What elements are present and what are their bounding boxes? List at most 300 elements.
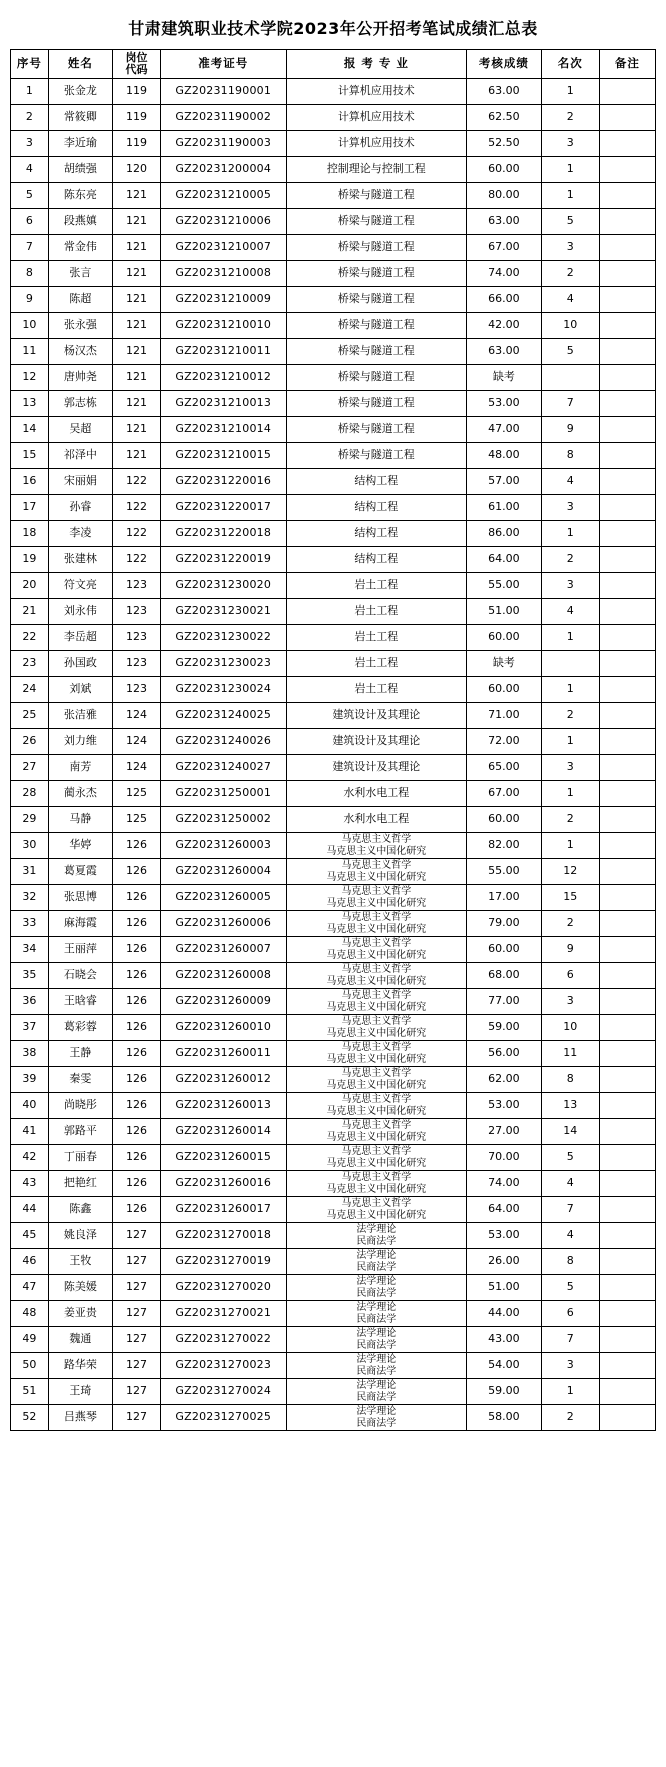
cell-post-code: 126: [113, 1171, 161, 1197]
cell-rank: 10: [541, 313, 599, 339]
cell-score: 56.00: [467, 1041, 542, 1067]
major-lines: [287, 989, 467, 1013]
cell-name: 杨汉杰: [48, 339, 112, 365]
cell-name: 刘力维: [48, 729, 112, 755]
table-header-row: [11, 50, 656, 79]
cell-post-code: 121: [113, 183, 161, 209]
cell-name: 张洁雅: [48, 703, 112, 729]
major-line: 马克思主义中国化研究: [326, 871, 427, 883]
table-row: [11, 833, 656, 859]
cell-index: 49: [11, 1327, 49, 1353]
table-row: [11, 1145, 656, 1171]
cell-post-code: 120: [113, 157, 161, 183]
cell-admission-number: GZ20231210014: [160, 417, 286, 443]
cell-rank: 5: [541, 209, 599, 235]
table-row: [11, 1223, 656, 1249]
cell-note: [599, 833, 655, 859]
cell-rank: 1: [541, 157, 599, 183]
major-line: 马克思主义中国化研究: [326, 1001, 427, 1013]
cell-note: [599, 521, 655, 547]
column-header-name: 姓名: [48, 50, 112, 79]
major-line: 民商法学: [356, 1235, 397, 1247]
cell-score: 59.00: [467, 1379, 542, 1405]
cell-note: [599, 573, 655, 599]
cell-index: 9: [11, 287, 49, 313]
major-line: 马克思主义中国化研究: [326, 1027, 427, 1039]
cell-name: 秦雯: [48, 1067, 112, 1093]
cell-rank: 8: [541, 1249, 599, 1275]
major-line: 马克思主义中国化研究: [326, 1209, 427, 1221]
cell-score: 74.00: [467, 261, 542, 287]
cell-name: 丁丽春: [48, 1145, 112, 1171]
cell-index: 4: [11, 157, 49, 183]
cell-note: [599, 599, 655, 625]
cell-score: 55.00: [467, 573, 542, 599]
cell-rank: 1: [541, 79, 599, 105]
cell-major: [286, 1223, 467, 1249]
cell-major: [286, 1379, 467, 1405]
cell-score: 61.00: [467, 495, 542, 521]
cell-index: 50: [11, 1353, 49, 1379]
cell-index: 36: [11, 989, 49, 1015]
cell-rank: 2: [541, 703, 599, 729]
cell-rank: 13: [541, 1093, 599, 1119]
cell-rank: [541, 365, 599, 391]
cell-score: 71.00: [467, 703, 542, 729]
cell-post-code: 122: [113, 521, 161, 547]
cell-rank: 3: [541, 573, 599, 599]
table-row: [11, 807, 656, 833]
cell-index: 16: [11, 469, 49, 495]
cell-admission-number: GZ20231260006: [160, 911, 286, 937]
cell-name: 孙国政: [48, 651, 112, 677]
cell-rank: 3: [541, 755, 599, 781]
cell-admission-number: GZ20231210011: [160, 339, 286, 365]
cell-post-code: 126: [113, 1093, 161, 1119]
table-row: [11, 261, 656, 287]
table-row: [11, 1353, 656, 1379]
table-row: [11, 79, 656, 105]
cell-admission-number: GZ20231210005: [160, 183, 286, 209]
cell-post-code: 121: [113, 391, 161, 417]
major-lines: [287, 911, 467, 935]
cell-admission-number: GZ20231260013: [160, 1093, 286, 1119]
cell-name: 蔺永杰: [48, 781, 112, 807]
table-row: [11, 1119, 656, 1145]
cell-note: [599, 989, 655, 1015]
table-row: [11, 547, 656, 573]
table-row: [11, 1093, 656, 1119]
cell-score: 72.00: [467, 729, 542, 755]
cell-score: 60.00: [467, 677, 542, 703]
cell-name: 陈美媛: [48, 1275, 112, 1301]
major-line: 马克思主义哲学: [341, 1042, 412, 1054]
cell-index: 19: [11, 547, 49, 573]
cell-major: 岩土工程: [286, 651, 467, 677]
major-lines: [287, 1197, 467, 1221]
major-line: 马克思主义中国化研究: [326, 949, 427, 961]
cell-name: 胡绩强: [48, 157, 112, 183]
cell-note: [599, 1093, 655, 1119]
cell-major: [286, 911, 467, 937]
cell-admission-number: GZ20231210006: [160, 209, 286, 235]
cell-post-code: 127: [113, 1223, 161, 1249]
cell-admission-number: GZ20231240027: [160, 755, 286, 781]
cell-post-code: 124: [113, 755, 161, 781]
cell-post-code: 124: [113, 703, 161, 729]
cell-rank: 6: [541, 1301, 599, 1327]
major-line: 马克思主义中国化研究: [326, 1053, 427, 1065]
cell-name: 孙睿: [48, 495, 112, 521]
cell-major: 岩土工程: [286, 677, 467, 703]
cell-admission-number: GZ20231210007: [160, 235, 286, 261]
cell-score: 60.00: [467, 807, 542, 833]
table-row: [11, 573, 656, 599]
cell-note: [599, 1067, 655, 1093]
cell-post-code: 126: [113, 963, 161, 989]
major-line: 法学理论: [356, 1406, 397, 1418]
cell-rank: 1: [541, 833, 599, 859]
cell-score: 67.00: [467, 781, 542, 807]
cell-post-code: 126: [113, 885, 161, 911]
cell-major: 桥梁与隧道工程: [286, 391, 467, 417]
cell-index: 45: [11, 1223, 49, 1249]
cell-rank: 2: [541, 105, 599, 131]
cell-admission-number: GZ20231210009: [160, 287, 286, 313]
major-lines: [287, 1145, 467, 1169]
cell-note: [599, 469, 655, 495]
cell-note: [599, 1327, 655, 1353]
cell-name: 姜亚贵: [48, 1301, 112, 1327]
cell-name: 李岳超: [48, 625, 112, 651]
cell-major: 水利水电工程: [286, 781, 467, 807]
cell-note: [599, 1223, 655, 1249]
cell-major: [286, 885, 467, 911]
cell-major: 建筑设计及其理论: [286, 729, 467, 755]
cell-post-code: 123: [113, 625, 161, 651]
cell-rank: 2: [541, 547, 599, 573]
cell-name: 宋丽娟: [48, 469, 112, 495]
cell-major: 岩土工程: [286, 625, 467, 651]
cell-major: [286, 937, 467, 963]
cell-index: 6: [11, 209, 49, 235]
cell-major: [286, 1119, 467, 1145]
major-lines: [287, 833, 467, 857]
major-line: 法学理论: [356, 1224, 397, 1236]
cell-rank: 3: [541, 1353, 599, 1379]
cell-post-code: 127: [113, 1249, 161, 1275]
cell-score: 48.00: [467, 443, 542, 469]
major-line: 马克思主义哲学: [341, 860, 412, 872]
cell-post-code: 123: [113, 599, 161, 625]
cell-score: 64.00: [467, 547, 542, 573]
major-line: 民商法学: [356, 1417, 397, 1429]
table-row: [11, 495, 656, 521]
cell-post-code: 126: [113, 1119, 161, 1145]
major-line: 马克思主义哲学: [341, 1016, 412, 1028]
cell-major: [286, 1041, 467, 1067]
cell-major: 结构工程: [286, 495, 467, 521]
cell-admission-number: GZ20231270018: [160, 1223, 286, 1249]
table-row: [11, 1327, 656, 1353]
cell-post-code: 121: [113, 261, 161, 287]
cell-index: 13: [11, 391, 49, 417]
cell-index: 41: [11, 1119, 49, 1145]
cell-rank: [541, 651, 599, 677]
cell-index: 20: [11, 573, 49, 599]
cell-admission-number: GZ20231260009: [160, 989, 286, 1015]
major-line: 马克思主义中国化研究: [326, 897, 427, 909]
cell-note: [599, 625, 655, 651]
cell-admission-number: GZ20231230023: [160, 651, 286, 677]
cell-score: 82.00: [467, 833, 542, 859]
cell-note: [599, 339, 655, 365]
cell-index: 11: [11, 339, 49, 365]
cell-rank: 2: [541, 911, 599, 937]
table-row: [11, 105, 656, 131]
major-line: 马克思主义中国化研究: [326, 845, 427, 857]
cell-index: 12: [11, 365, 49, 391]
cell-post-code: 121: [113, 313, 161, 339]
cell-rank: 3: [541, 235, 599, 261]
cell-note: [599, 131, 655, 157]
major-lines: [287, 1327, 467, 1351]
cell-index: 21: [11, 599, 49, 625]
table-row: [11, 1249, 656, 1275]
table-row: [11, 1171, 656, 1197]
cell-post-code: 126: [113, 859, 161, 885]
cell-major: 桥梁与隧道工程: [286, 183, 467, 209]
column-header-post-line1: 岗位: [125, 51, 148, 65]
table-row: [11, 937, 656, 963]
cell-index: 5: [11, 183, 49, 209]
cell-name: 尚晓彤: [48, 1093, 112, 1119]
cell-rank: 4: [541, 1223, 599, 1249]
cell-score: 47.00: [467, 417, 542, 443]
cell-note: [599, 807, 655, 833]
cell-score: 51.00: [467, 599, 542, 625]
major-line: 马克思主义中国化研究: [326, 1183, 427, 1195]
cell-score: 59.00: [467, 1015, 542, 1041]
cell-name: 陈超: [48, 287, 112, 313]
cell-admission-number: GZ20231210015: [160, 443, 286, 469]
table-row: [11, 1379, 656, 1405]
column-header-index: 序号: [11, 50, 49, 79]
cell-note: [599, 547, 655, 573]
major-lines: [287, 1041, 467, 1065]
cell-major: 建筑设计及其理论: [286, 755, 467, 781]
cell-score: 60.00: [467, 625, 542, 651]
major-line: 马克思主义中国化研究: [326, 1131, 427, 1143]
cell-major: 桥梁与隧道工程: [286, 209, 467, 235]
cell-major: [286, 1301, 467, 1327]
cell-major: [286, 833, 467, 859]
cell-index: 51: [11, 1379, 49, 1405]
cell-note: [599, 79, 655, 105]
cell-name: 张思博: [48, 885, 112, 911]
cell-post-code: 122: [113, 547, 161, 573]
major-lines: [287, 859, 467, 883]
major-line: 马克思主义哲学: [341, 964, 412, 976]
cell-rank: 1: [541, 729, 599, 755]
table-body: [11, 79, 656, 1431]
cell-rank: 3: [541, 495, 599, 521]
cell-name: 郭路平: [48, 1119, 112, 1145]
cell-rank: 8: [541, 1067, 599, 1093]
cell-major: [286, 963, 467, 989]
cell-major: [286, 1353, 467, 1379]
cell-rank: 5: [541, 339, 599, 365]
cell-name: 把艳红: [48, 1171, 112, 1197]
cell-index: 46: [11, 1249, 49, 1275]
cell-rank: 5: [541, 1145, 599, 1171]
cell-post-code: 121: [113, 209, 161, 235]
cell-score: 64.00: [467, 1197, 542, 1223]
table-row: [11, 469, 656, 495]
cell-index: 37: [11, 1015, 49, 1041]
cell-index: 14: [11, 417, 49, 443]
cell-note: [599, 391, 655, 417]
major-line: 法学理论: [356, 1354, 397, 1366]
cell-admission-number: GZ20231230020: [160, 573, 286, 599]
column-header-score: 考核成绩: [467, 50, 542, 79]
table-row: [11, 1067, 656, 1093]
cell-index: 24: [11, 677, 49, 703]
cell-note: [599, 1119, 655, 1145]
table-row: [11, 729, 656, 755]
cell-rank: 3: [541, 989, 599, 1015]
cell-note: [599, 1145, 655, 1171]
table-row: [11, 209, 656, 235]
major-lines: [287, 1301, 467, 1325]
cell-post-code: 127: [113, 1353, 161, 1379]
cell-index: 48: [11, 1301, 49, 1327]
cell-major: [286, 1067, 467, 1093]
major-line: 马克思主义哲学: [341, 938, 412, 950]
cell-name: 麻海霞: [48, 911, 112, 937]
cell-note: [599, 755, 655, 781]
cell-post-code: 126: [113, 1067, 161, 1093]
cell-note: [599, 729, 655, 755]
cell-name: 石晓会: [48, 963, 112, 989]
cell-note: [599, 287, 655, 313]
cell-note: [599, 365, 655, 391]
table-row: [11, 1405, 656, 1431]
cell-name: 刘永伟: [48, 599, 112, 625]
column-header-major: 报 考 专 业: [286, 50, 467, 79]
major-lines: [287, 1067, 467, 1091]
cell-name: 王琦: [48, 1379, 112, 1405]
major-line: 马克思主义哲学: [341, 1120, 412, 1132]
cell-index: 52: [11, 1405, 49, 1431]
cell-post-code: 121: [113, 339, 161, 365]
table-row: [11, 885, 656, 911]
major-line: 法学理论: [356, 1250, 397, 1262]
cell-post-code: 121: [113, 235, 161, 261]
cell-major: [286, 1249, 467, 1275]
column-header-post-code: [113, 50, 161, 79]
major-line: 马克思主义哲学: [341, 912, 412, 924]
cell-admission-number: GZ20231260012: [160, 1067, 286, 1093]
cell-name: 段燕嫃: [48, 209, 112, 235]
cell-post-code: 123: [113, 573, 161, 599]
major-lines: [287, 963, 467, 987]
cell-admission-number: GZ20231270022: [160, 1327, 286, 1353]
major-lines: [287, 1275, 467, 1299]
cell-rank: 4: [541, 287, 599, 313]
table-row: [11, 677, 656, 703]
cell-score: 27.00: [467, 1119, 542, 1145]
cell-note: [599, 443, 655, 469]
cell-name: 马静: [48, 807, 112, 833]
major-line: 马克思主义中国化研究: [326, 975, 427, 987]
cell-admission-number: GZ20231220016: [160, 469, 286, 495]
cell-score: 26.00: [467, 1249, 542, 1275]
major-line: 马克思主义哲学: [341, 886, 412, 898]
cell-index: 22: [11, 625, 49, 651]
major-line: 马克思主义中国化研究: [326, 1157, 427, 1169]
cell-note: [599, 937, 655, 963]
cell-name: 常金伟: [48, 235, 112, 261]
major-line: 马克思主义哲学: [341, 1094, 412, 1106]
major-lines: [287, 1223, 467, 1247]
cell-score: 70.00: [467, 1145, 542, 1171]
cell-index: 34: [11, 937, 49, 963]
major-lines: [287, 1249, 467, 1273]
cell-name: 张言: [48, 261, 112, 287]
cell-rank: 3: [541, 131, 599, 157]
major-line: 马克思主义中国化研究: [326, 1079, 427, 1091]
major-lines: [287, 1119, 467, 1143]
cell-admission-number: GZ20231210012: [160, 365, 286, 391]
cell-index: 3: [11, 131, 49, 157]
cell-name: 葛夏霞: [48, 859, 112, 885]
cell-major: 计算机应用技术: [286, 131, 467, 157]
cell-post-code: 125: [113, 807, 161, 833]
cell-post-code: 121: [113, 365, 161, 391]
table-row: [11, 625, 656, 651]
cell-name: 路华荣: [48, 1353, 112, 1379]
cell-note: [599, 703, 655, 729]
cell-note: [599, 1405, 655, 1431]
cell-rank: 2: [541, 261, 599, 287]
cell-note: [599, 1353, 655, 1379]
cell-index: 31: [11, 859, 49, 885]
cell-index: 47: [11, 1275, 49, 1301]
cell-major: [286, 1405, 467, 1431]
major-lines: [287, 1353, 467, 1377]
major-line: 法学理论: [356, 1302, 397, 1314]
cell-note: [599, 235, 655, 261]
cell-rank: 14: [541, 1119, 599, 1145]
column-header-admission: 准考证号: [160, 50, 286, 79]
cell-admission-number: GZ20231190001: [160, 79, 286, 105]
cell-major: 桥梁与隧道工程: [286, 417, 467, 443]
cell-rank: 10: [541, 1015, 599, 1041]
cell-rank: 4: [541, 1171, 599, 1197]
cell-rank: 4: [541, 469, 599, 495]
cell-major: 桥梁与隧道工程: [286, 313, 467, 339]
cell-score: 79.00: [467, 911, 542, 937]
cell-index: 35: [11, 963, 49, 989]
cell-name: 葛彩蓉: [48, 1015, 112, 1041]
cell-post-code: 119: [113, 79, 161, 105]
cell-rank: 7: [541, 1197, 599, 1223]
cell-rank: 8: [541, 443, 599, 469]
cell-score: 43.00: [467, 1327, 542, 1353]
cell-major: [286, 989, 467, 1015]
cell-score: 57.00: [467, 469, 542, 495]
